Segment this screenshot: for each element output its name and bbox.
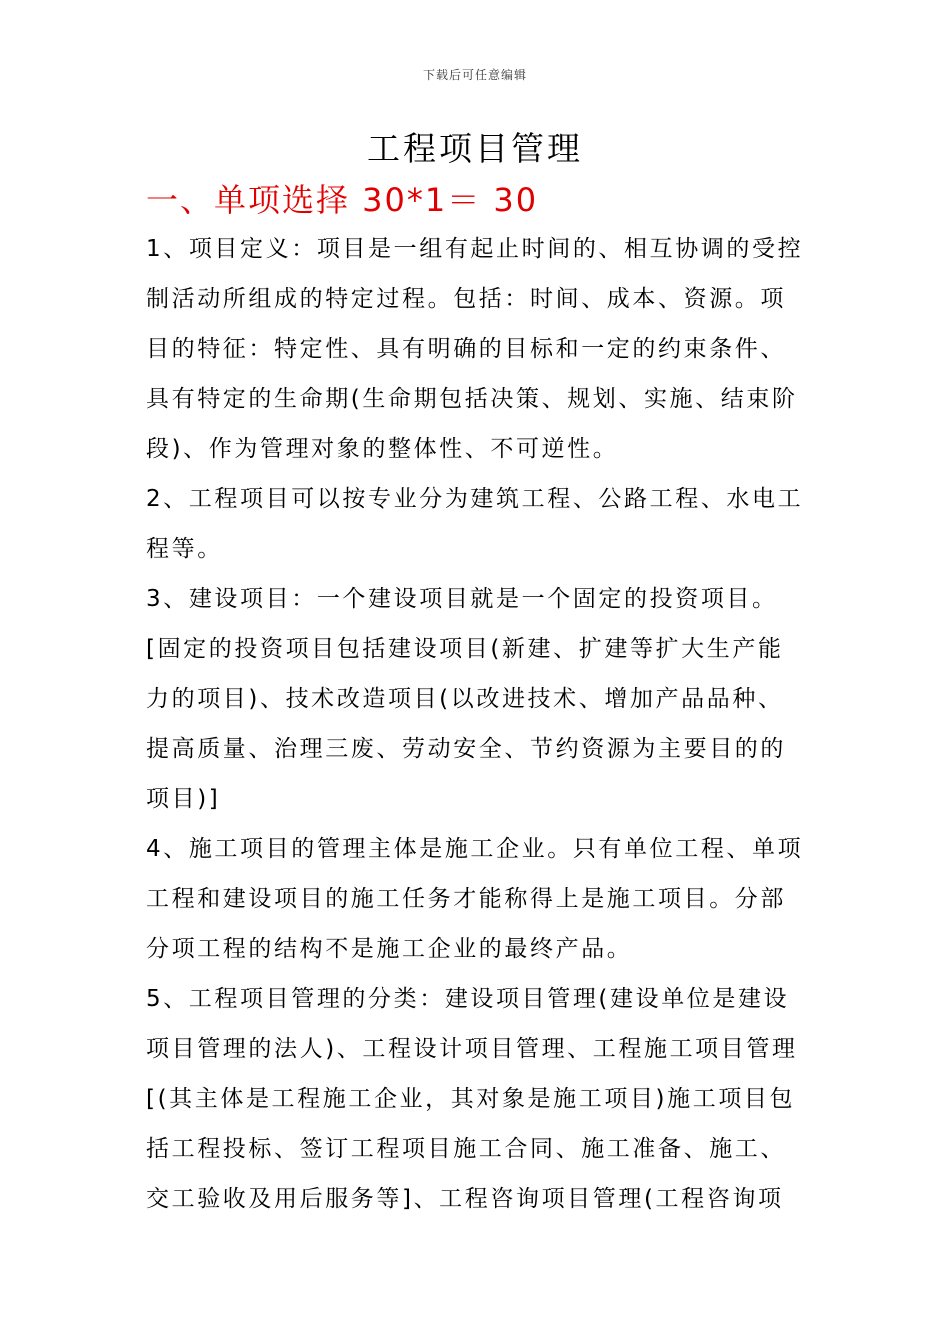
paragraph-4 [146,824,806,974]
text-line: 项目)] [146,786,221,812]
document-title: 工程项目管理 [367,129,583,168]
text-line: 具有特定的生命期(生命期包括决策、规划、实施、结束阶 [146,386,798,412]
text-line: 段)、作为管理对象的整体性、不可逆性。 [146,436,619,462]
text-line: 交工验收及用后服务等]、工程咨询项目管理(工程咨询项 [146,1186,784,1212]
paragraph-2 [146,474,806,574]
text-line: 3、建设项目：一个建设项目就是一个固定的投资项目。 [146,586,778,612]
document-body [146,224,806,1224]
text-line: 制活动所组成的特定过程。包括：时间、成本、资源。项 [146,286,786,312]
text-line: 括工程投标、签订工程项目施工合同、施工准备、施工、 [146,1136,786,1162]
text-line: 4、施工项目的管理主体是施工企业。只有单位工程、单项 [146,836,804,862]
text-line: 程等。 [146,536,223,562]
section-heading: 一、单项选择 30*1＝ 30 [146,181,539,219]
paragraph-5 [146,974,806,1224]
paragraph-3 [146,574,806,824]
text-line: [固定的投资项目包括建设项目(新建、扩建等扩大生产能 [146,636,784,662]
text-line: 分项工程的结构不是施工企业的最终产品。 [146,936,633,962]
text-line: 2、工程项目可以按专业分为建筑工程、公路工程、水电工 [146,486,804,512]
paragraph-1 [146,224,806,474]
text-line: 目的特征：特定性、具有明确的目标和一定的约束条件、 [146,336,786,362]
text-line: [(其主体是工程施工企业，其对象是施工项目)施工项目包 [146,1086,796,1112]
text-line: 工程和建设项目的施工任务才能称得上是施工项目。分部 [146,886,786,912]
text-line: 提高质量、治理三废、劳动安全、节约资源为主要目的的 [146,736,786,762]
text-line: 1、项目定义：项目是一组有起止时间的、相互协调的受控 [146,236,804,262]
text-line: 力的项目)、技术改造项目(以改进技术、增加产品品种、 [146,686,784,712]
header-note: 下载后可任意编辑 [422,68,527,82]
text-line: 5、工程项目管理的分类：建设项目管理(建设单位是建设 [146,986,790,1012]
text-line: 项目管理的法人)、工程设计项目管理、工程施工项目管理 [146,1036,798,1062]
